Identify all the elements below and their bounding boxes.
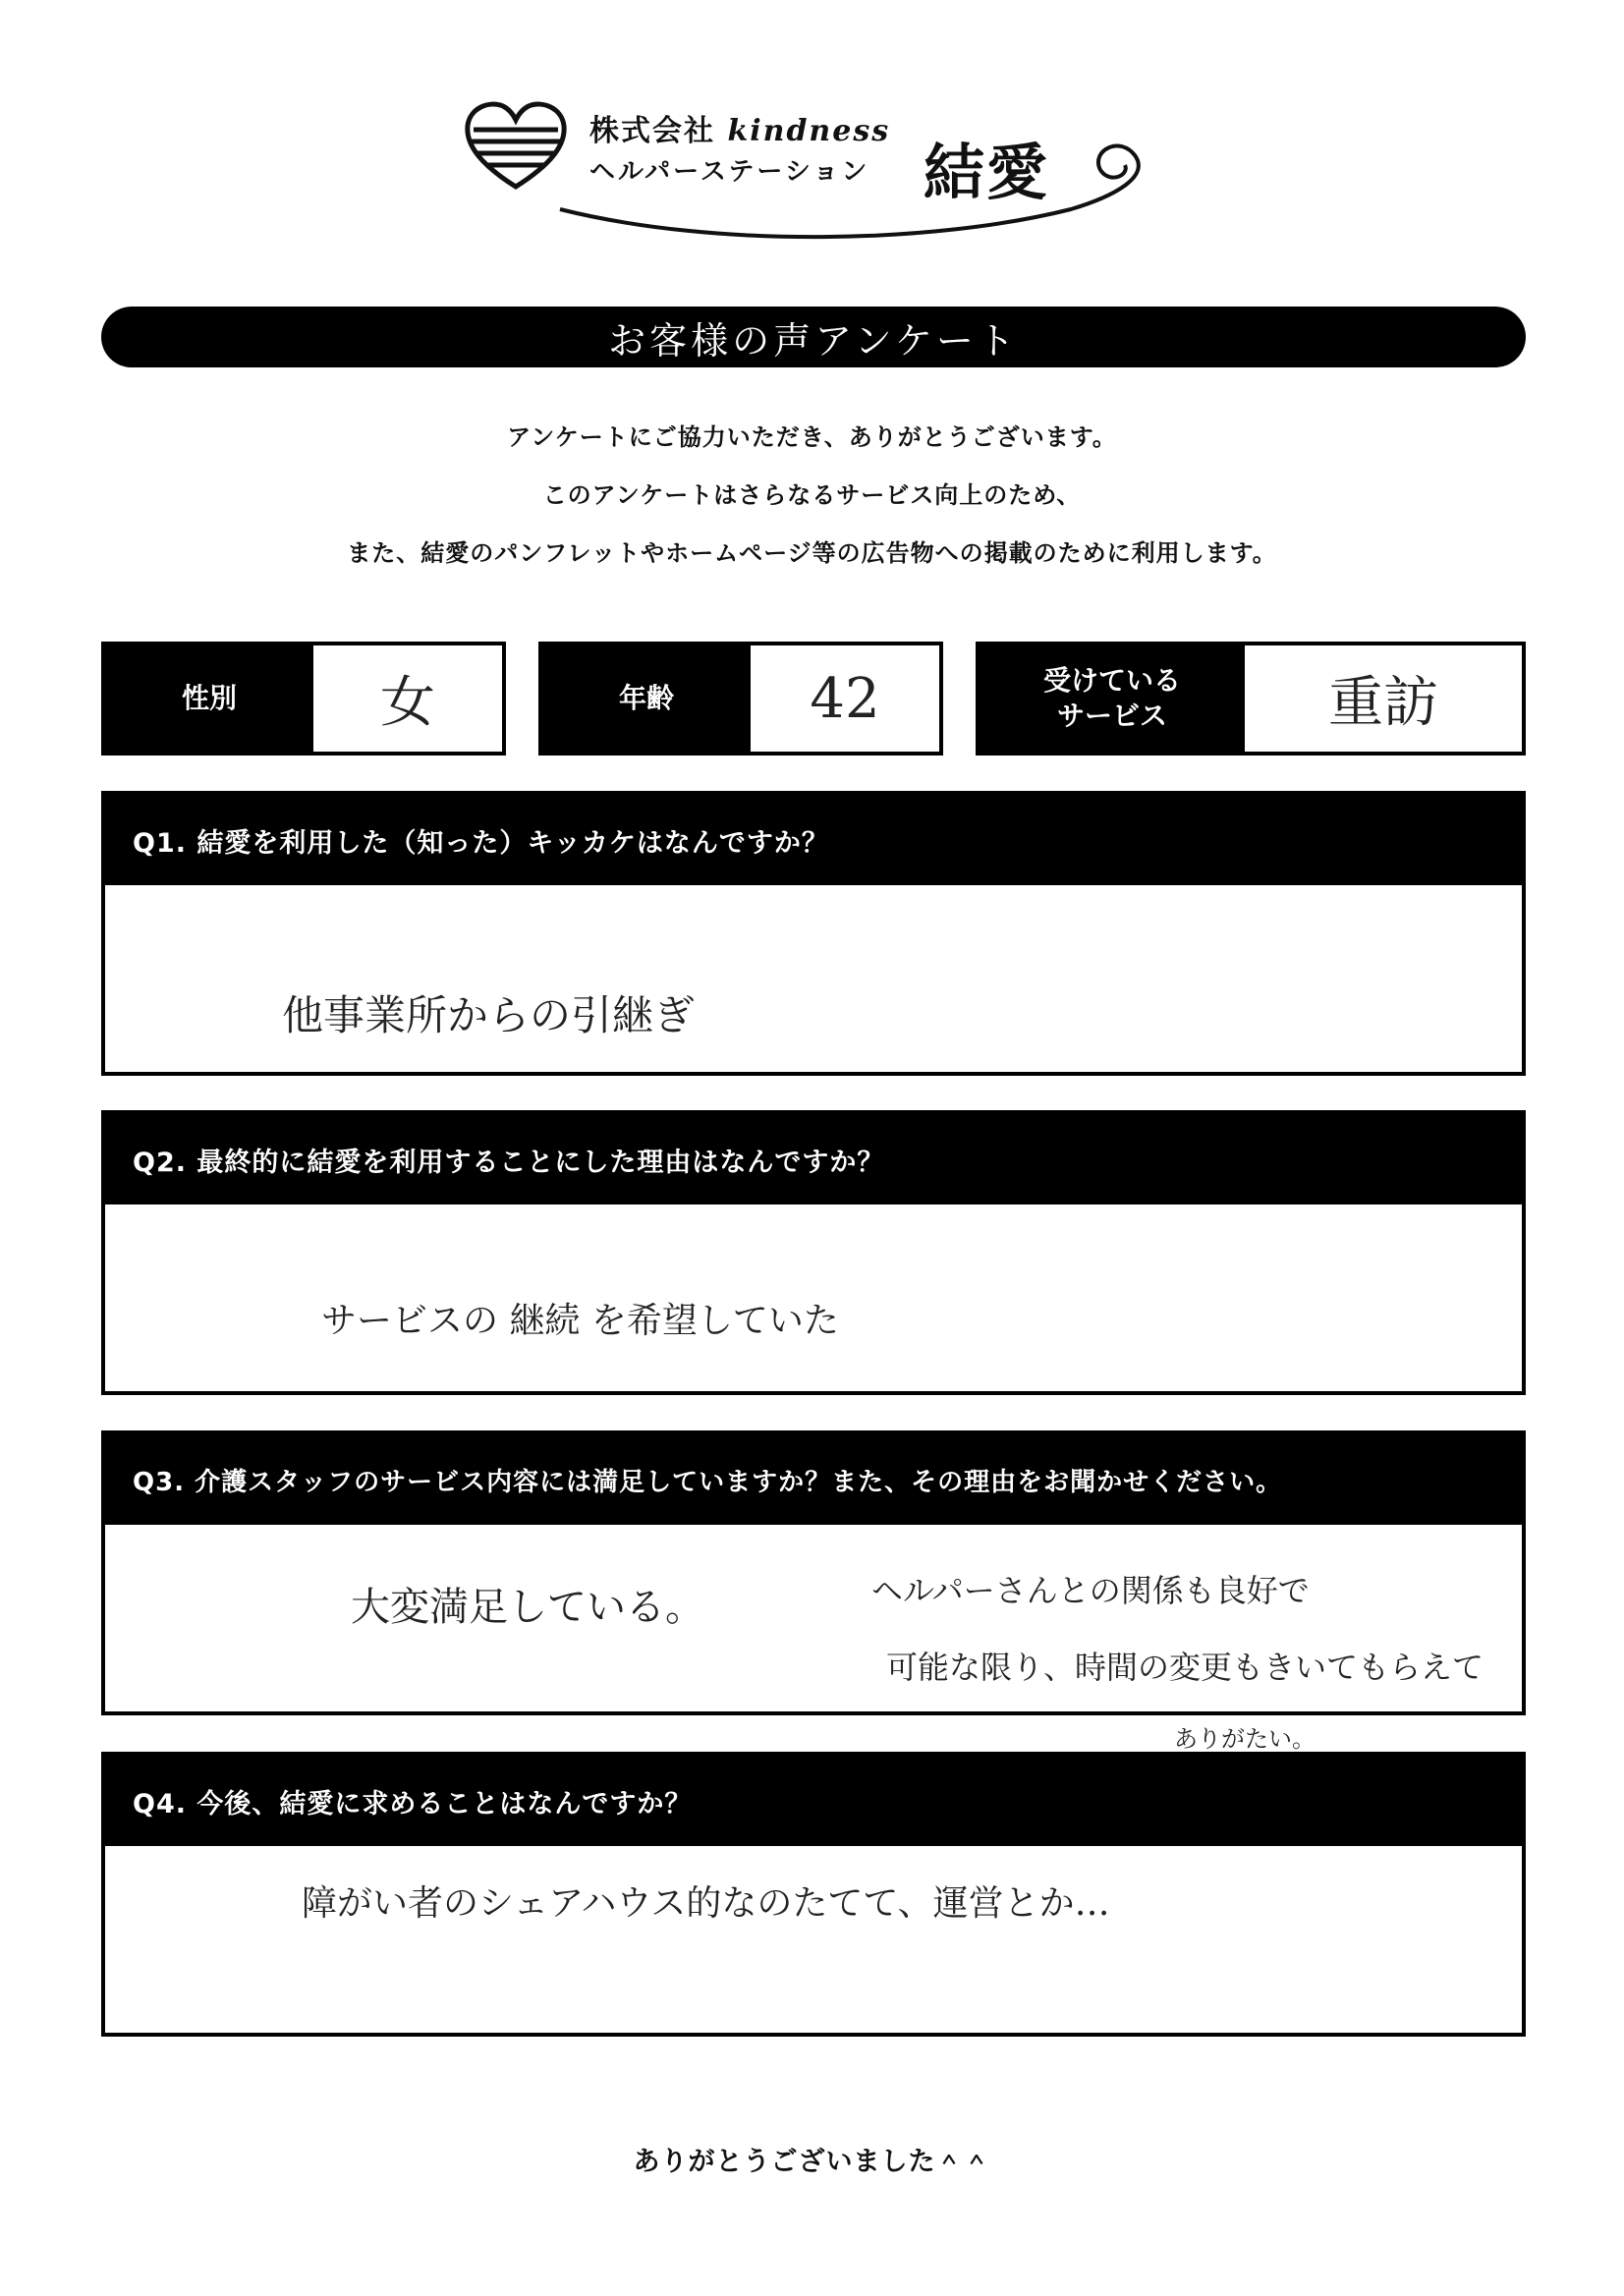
- company-name: 株式会社 kindness: [589, 114, 891, 148]
- question-3-answer: [105, 1525, 1522, 1711]
- answer-line: 可能な限り、時間の変更もきいてもらえて: [886, 1649, 1484, 1686]
- service-value: 重訪: [1328, 671, 1438, 735]
- question-3: [101, 1430, 1526, 1715]
- service-label: 受けている サービス: [980, 645, 1245, 752]
- question-4-answer: [105, 1846, 1522, 2033]
- question-1-answer: [105, 885, 1522, 1072]
- answer-line: ヘルパーさんとの関係も良好で: [871, 1572, 1310, 1609]
- question-2-header: Q2. 最終的に結愛を利用することにした理由はなんですか？: [105, 1114, 1522, 1204]
- age-label: 年齢: [542, 645, 751, 752]
- company-logo: [462, 86, 1169, 244]
- heart-icon: [462, 96, 570, 195]
- service-field: [976, 642, 1526, 756]
- answer-continuation: ありがたい。: [1174, 1725, 1316, 1753]
- answer-line: 他事業所からの引継ぎ: [282, 991, 696, 1039]
- closing-message: ありがとうございました＾＾: [633, 2147, 991, 2177]
- question-1-header: Q1. 結愛を利用した（知った）キッカケはなんですか？: [105, 795, 1522, 885]
- question-4: [101, 1752, 1526, 2037]
- question-3-header: Q3. 介護スタッフのサービス内容には満足していますか？また、その理由をお聞かせください。: [105, 1434, 1522, 1525]
- age-field: [538, 642, 943, 756]
- answer-line: 障がい者のシェアハウス的なのたてて、運営とか…: [302, 1883, 1110, 1924]
- question-2-answer: [105, 1204, 1522, 1391]
- brand-name: 結愛: [924, 137, 1050, 208]
- survey-title: お客様の声アンケート: [101, 307, 1526, 367]
- question-1: [101, 791, 1526, 1076]
- answer-line: 大変満足している。: [351, 1585, 704, 1630]
- intro-line-3: また、結愛のパンフレットやホームページ等の広告物への掲載のために利用します。: [347, 539, 1277, 567]
- question-2: [101, 1110, 1526, 1395]
- station-name: ヘルパーステーション: [589, 157, 870, 187]
- age-value: 42: [810, 666, 880, 731]
- question-4-header: Q4. 今後、結愛に求めることはなんですか？: [105, 1756, 1522, 1846]
- intro-line-1: アンケートにご協力いただき、ありがとうございます。: [507, 423, 1117, 451]
- answer-line: サービスの 継続 を希望していた: [321, 1301, 839, 1341]
- gender-value: 女: [380, 671, 435, 735]
- gender-label: 性別: [105, 645, 313, 752]
- intro-line-2: このアンケートはさらなるサービス向上のため、: [542, 481, 1082, 509]
- gender-field: [101, 642, 506, 756]
